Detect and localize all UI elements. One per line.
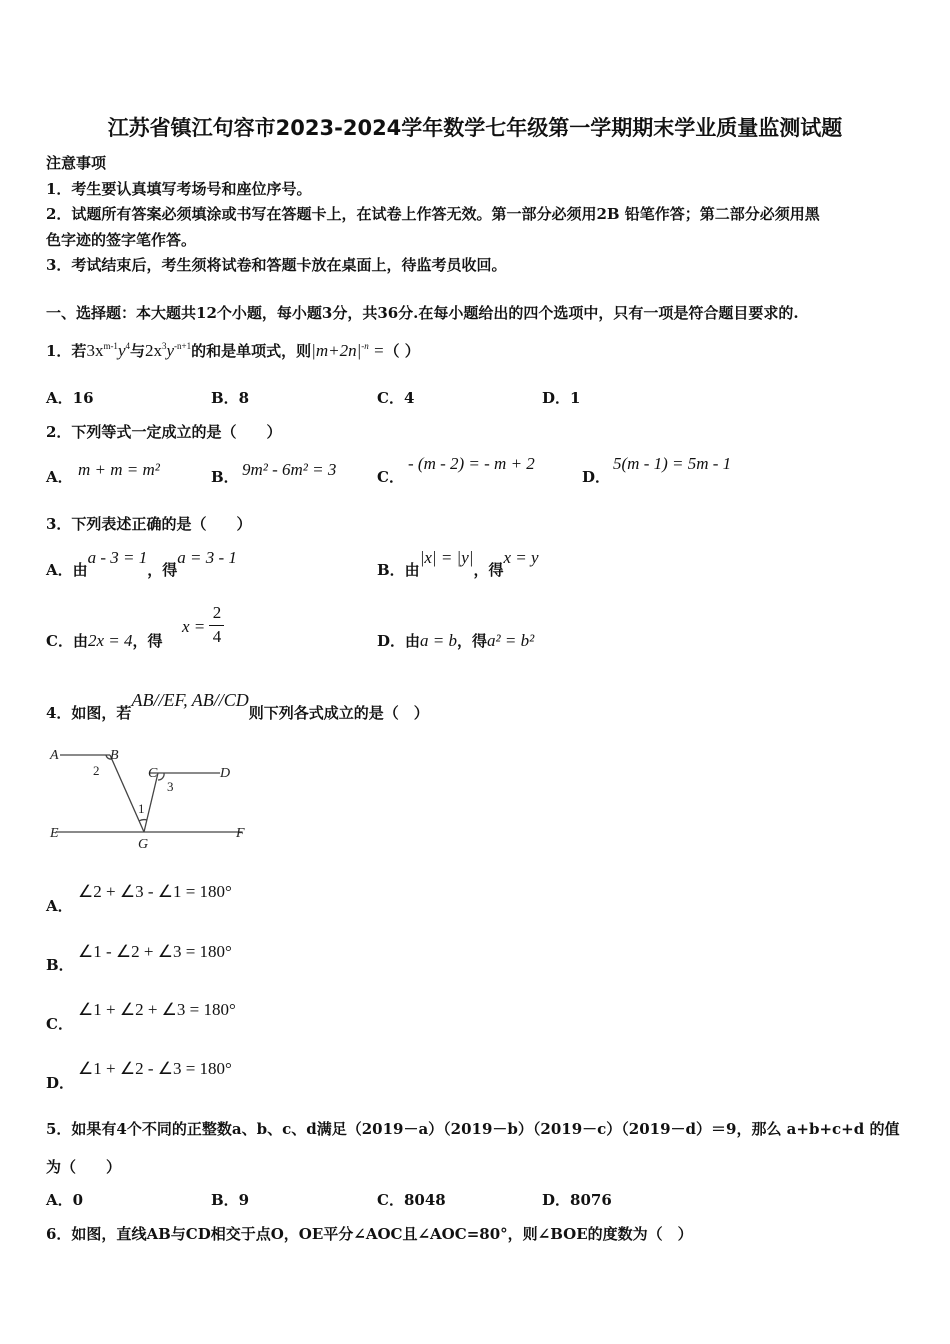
q3-b-expr2: x = y (503, 548, 539, 567)
q2-option-b-label: B． (211, 468, 239, 486)
q1-mid: 与 (129, 342, 145, 360)
q1-expr2: $2x^3y^{-n+1}$ (145, 341, 192, 360)
q4-option-c-expr: ∠1 + ∠2 + ∠3 = 180° (78, 1000, 236, 1019)
q1-option-d: D．1 (542, 389, 581, 407)
q5-option-d: D．8076 (542, 1191, 612, 1209)
q3-option-c: C．由2x = 4，得 (46, 631, 163, 650)
fig-label-a: A (50, 748, 59, 763)
q3-a-expr1: a - 3 = 1 (87, 548, 148, 567)
q4-option-a-label: A． (46, 897, 73, 915)
q1-end: （ ） (384, 342, 420, 360)
q4-condition: AB//EF, AB//CD (131, 690, 249, 710)
page-title: 江苏省镇江句容市2023-2024学年数学七年级第一学期期末学业质量监测试题 (107, 116, 843, 140)
q3-c-fraction-bar (209, 625, 224, 626)
q3-c-expr1: 2x = 4 (87, 631, 133, 650)
q3-c-expr2-lhs: x = (182, 617, 206, 636)
q4-figure (46, 742, 256, 852)
fig-angle-2: 2 (93, 763, 100, 778)
q3-option-b: B．由|x| = |y|，得x = y (377, 548, 539, 579)
q3-c-denominator: 4 (212, 627, 222, 646)
fig-label-f: F (236, 826, 245, 841)
q4-option-d-expr: ∠1 + ∠2 - ∠3 = 180° (78, 1059, 232, 1078)
angle-3-arc (158, 773, 164, 780)
angle-1-arc (139, 820, 147, 821)
q1-option-b: B．8 (211, 389, 250, 407)
q5-option-a: A．0 (46, 1191, 84, 1209)
q4-option-b-expr: ∠1 - ∠2 + ∠3 = 180° (78, 942, 232, 961)
q5-stem-line1: 5．如果有4个不同的正整数a、b、c、d满足（2019－a）（2019－b）（2019－c）（2019－d）＝9，那么 a+b+c+d 的值 (46, 1120, 900, 1138)
fig-label-e: E (50, 826, 59, 841)
segment-gc (144, 773, 158, 832)
q3-b-expr1: |x| = |y| (419, 548, 474, 567)
q2-option-c-label: C． (377, 468, 404, 486)
q2-option-b-expr: 9m² - 6m² = 3 (242, 460, 337, 479)
q2-option-a-label: A． (46, 468, 73, 486)
fig-angle-1: 1 (138, 801, 145, 816)
q3-option-d: D．由a = b，得a² = b² (377, 631, 535, 650)
q5-stem-line2: 为（ ） (46, 1158, 122, 1176)
notice-item-1: 1．考生要认真填写考场号和座位序号。 (46, 180, 312, 198)
fig-label-d: D (220, 766, 231, 781)
q4-option-b-label: B． (46, 956, 74, 974)
q4-option-c-label: C． (46, 1015, 73, 1033)
q5-option-b: B．9 (211, 1191, 250, 1209)
notice-item-2-cont: 色字迹的签字笔作答。 (46, 231, 197, 249)
q1-tail: 的和是单项式，则 (191, 342, 312, 360)
q1-stem (46, 340, 420, 361)
q2-option-a-expr: m + m = m² (78, 460, 160, 479)
q3-stem: 3．下列表述正确的是（ ） (46, 515, 252, 533)
q1-lead: 1．若 (46, 342, 87, 360)
q3-a-expr2: a = 3 - 1 (177, 548, 237, 567)
q3-option-a: A．由a - 3 = 1，得a = 3 - 1 (46, 548, 237, 579)
q2-option-d-expr: 5(m - 1) = 5m - 1 (613, 454, 732, 473)
q4-option-a-expr: ∠2 + ∠3 - ∠1 = 180° (78, 882, 232, 901)
section-heading: 一、选择题：本大题共12个小题，每小题3分，共36分.在每小题给出的四个选项中，只有一项是符合题目要求的. (46, 304, 799, 322)
q2-option-d-label: D． (582, 468, 611, 486)
notice-item-3: 3．考试结束后，考生须将试卷和答题卡放在桌面上，待监考员收回。 (46, 256, 507, 274)
notice-heading: 注意事项 (46, 154, 107, 172)
notice-item-2: 2．试题所有答案必须填涂或书写在答题卡上，在试卷上作答无效。第一部分必须用2B 铅笔作答；第二部分必须用黑 (46, 205, 820, 223)
q3-c-numerator: 2 (212, 603, 222, 622)
fig-label-b: B (110, 748, 119, 763)
q4-option-d-label: D． (46, 1074, 75, 1092)
q1-option-a: A．16 (46, 389, 94, 407)
q3-d-expr1: a = b (420, 631, 457, 650)
q1-expr3: $|m+2n|^{-n}$ = (311, 341, 385, 360)
fig-angle-3: 3 (167, 779, 174, 794)
q2-stem: 2．下列等式一定成立的是（ ） (46, 423, 282, 441)
q6-stem: 6．如图，直线AB与CD相交于点O，OE平分∠AOC且∠AOC=80°，则∠BOE的度数为（ ） (46, 1225, 693, 1243)
q4-stem: 4．如图，若AB//EF, AB//CD则下列各式成立的是（ ） (46, 690, 429, 722)
q3-d-expr2: a² = b² (487, 631, 535, 650)
fig-label-g: G (138, 837, 149, 852)
q1-expr1: $3x^{m-1}y^4$ (86, 341, 130, 360)
q5-option-c: C．8048 (377, 1191, 446, 1209)
q2-option-c-expr: - (m - 2) = - m + 2 (408, 454, 535, 473)
fig-label-c: C (148, 766, 158, 781)
q1-option-c: C．4 (377, 389, 415, 407)
